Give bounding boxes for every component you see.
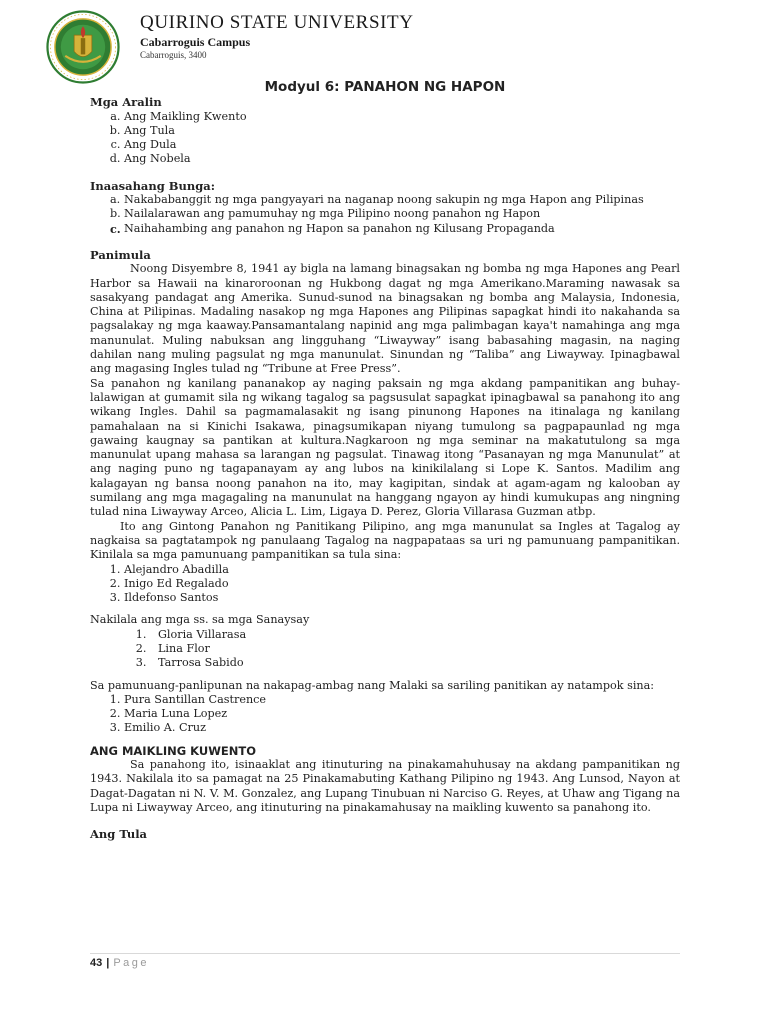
social-list — [90, 693, 680, 736]
footer-divider — [90, 953, 680, 954]
list-item-text: Naihahambing ang panahon ng Hapon sa panahon ng Kilusang Propaganda — [124, 221, 555, 235]
list-item: b. Ang Tula — [124, 124, 680, 138]
aralin-list — [90, 110, 680, 167]
list-item: 3. Ildefonso Santos — [124, 591, 680, 605]
list-item: c. Ang Dula — [124, 138, 680, 152]
list-item: d. Ang Nobela — [124, 152, 680, 166]
tula-heading: Ang Tula — [90, 827, 148, 842]
aralin-heading: Mga Aralin — [90, 95, 162, 110]
list-marker: c. — [110, 221, 121, 236]
list-item: 1. Pura Santillan Castrence — [124, 693, 680, 707]
essay-intro: Nakilala ang mga ss. sa mga Sanaysay — [90, 613, 310, 627]
university-name: QUIRINO STATE UNIVERSITY — [140, 12, 414, 33]
list-item: 1. Gloria Villarasa — [150, 628, 680, 642]
list-item — [90, 193, 680, 207]
campus-address: Cabarroguis, 3400 — [140, 50, 207, 60]
bunga-list — [90, 193, 680, 236]
maikling-kuwento-heading: ANG MAIKLING KUWENTO — [90, 743, 257, 758]
list-item-text: Nakababanggit ng mga pangyayari na naganap noong sakupin ng mga Hapon ang Pilipinas — [124, 193, 644, 207]
social-intro: Sa pamunuang-panlipunan na nakapag-ambag nang Malaki sa sariling panitikan ay natampok sina: — [90, 678, 655, 692]
list-item — [90, 222, 680, 236]
module-title: Modyul 6: PANAHON NG HAPON — [264, 79, 506, 95]
bunga-heading: Inaasahang Bunga: — [90, 178, 215, 193]
list-item-text: Nailalarawan ang pamumuhay ng mga Pilipino noong panahon ng Hapon — [124, 207, 541, 221]
list-item: 2. Maria Luna Lopez — [124, 707, 680, 721]
list-marker: a. — [110, 193, 121, 207]
essayists-list — [90, 628, 680, 671]
panimula-paragraph-2: Sa panahon ng kanilang pananakop ay naging paksain ng mga akdang pampanitikan ang buhay-lalawigan at gumamit sila ng wikang tagalog sa pagsusulat sapagkat ipinagbawal sa panahong ito ang wikang Ingles. Dahil sa pagmamalasakit ng isang pinunong Hapones na itinalaga ng kanilang pamahalaan na si Kinichi Isakawa, pinagsumikapan niyang tumulong sa pagpapaunlad ng mga gawaing kaugnay sa pantikan at kultura.Nagkaroon ng mga seminar na makatutulong sa mga manunulat upang mahasa sa larangan ng pagsulat. Tinawag itong “Pasanayan ng mga Manunulat” at ang naging puno ng tagapanayam ay ang lubos na kinikilalang si Lope K. Santos. Madilim ang kalagayan ng bansa noong panahon na ito, may kagipitan, sindak at agam-agam ng kalooban ay sumilang ang mga magagaling na manunulat na hanggang ngayon ay hindi kumukupas ang ningning tulad nina Liwayway Arceo, Alicia L. Lim, Ligaya D. Perez, Gloria Villarasa Guzman atbp. — [90, 376, 680, 519]
list-item: 2. Lina Flor — [150, 642, 680, 656]
panimula-paragraph-1: Noong Disyembre 8, 1941 ay bigla na lamang binagsakan ng bomba ng mga Hapones ang Pearl Harbor sa Hawaii na kinaroroonan ng Hukbong dagat ng mga Amerikano.Maraming nawasak sa sasakyang pandagat ang Amerika. Sunud-sunod na binagsakan ng bomba ang Malaysia, Indonesia, China at Pilipinas. Madaling nasakop ng mga Hapones ang Pilipinas sapagkat hindi ito nakahanda sa pagsalakay ng mga kaaway.Pansamantalang napinid ang mga palimbagan kaya't namahinga ang mga manunulat. Muling nabuksan ang lingguhang “Liwayway” isang babasahing magasin, na naging dahilan nang muling pagsulat ng mga manunulat. Sinundan ng “Taliba” ang Liwayway. Ipinagbawal ang magasing Ingles tulad ng “Tribune at Free Press”. — [90, 262, 680, 376]
university-seal-logo — [46, 10, 120, 84]
panimula-heading: Panimula — [90, 247, 151, 262]
page-label: Page — [113, 957, 150, 969]
maikling-kuwento-paragraph: Sa panahong ito, isinaaklat ang itinuturing na pinakamahuhusay na akdang pampanitikan ng 1943. Nakilala ito sa pamagat na 25 Pinakamabuting Kathang Pilipino ng 1943. Ang Lunsod, Nayon at Dagat-Dagatan ni N. V. M. Gonzalez, ang Lupang Tinubuan ni Narciso G. Reyes, at Uhaw ang Tigang na Lupa ni Liwayway Arceo, ang itinuturing na pinakamahusay na maikling kuwento sa panahong ito. — [90, 758, 680, 814]
list-item: 3. Tarrosa Sabido — [150, 656, 680, 670]
list-item: 1. Alejandro Abadilla — [124, 563, 680, 577]
poets-list — [90, 563, 680, 606]
list-item: a. Ang Maikling Kwento — [124, 110, 680, 124]
page-footer — [90, 957, 149, 969]
module-content — [90, 80, 680, 842]
list-item: 2. Inigo Ed Regalado — [124, 577, 680, 591]
campus-name: Cabarroguis Campus — [140, 35, 251, 49]
panimula-paragraph-3: Ito ang Gintong Panahon ng Panitikang Pilipino, ang mga manunulat sa Ingles at Tagalog ay nagkaisa sa pagtatampok ng panulaang Tagalog na nagpapataas sa uri ng pamunuang pampanitikan. Kinilala sa mga pamunuang pampanitikan sa tula sina: — [90, 519, 680, 562]
page-number: 43 — [90, 957, 103, 969]
list-item — [90, 207, 680, 221]
list-marker: b. — [110, 207, 121, 221]
footer-separator: | — [106, 957, 110, 969]
list-item: 3. Emilio A. Cruz — [124, 721, 680, 735]
